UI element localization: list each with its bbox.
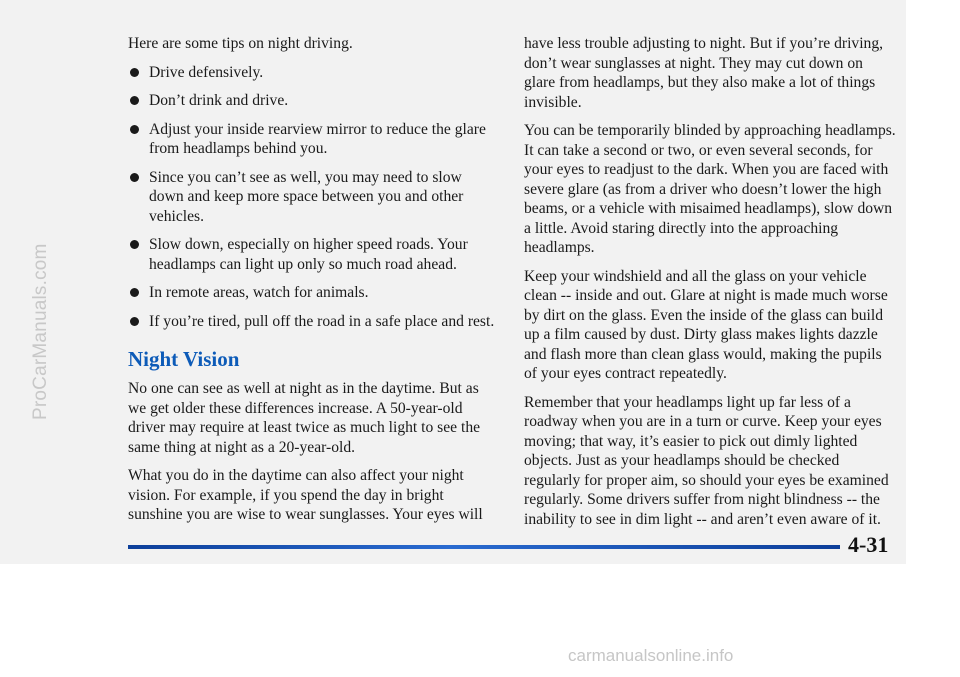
paragraph: Remember that your headlamps light up far less of a roadway when you are in a turn or curve. Keep your eyes moving; that way, it’s easier to pick out dimly lighted objects. Just as your headlamps should be checked regularly for proper aim, so should your eyes be examined regularly. Some drivers suffer from night blindness -- the inability to see in dim light -- and aren’t even aware of it. [524,393,889,528]
bottom-watermark: carmanualsonline.info [568,646,734,665]
footer-rule [128,545,840,549]
side-watermark [0,0,80,564]
tips-list [128,63,498,332]
bullet-icon [130,317,139,326]
page-number: 4-31 [848,532,889,557]
list-item: In remote areas, watch for animals. [128,283,498,303]
side-watermark-text: ProCarManuals.com [30,243,51,420]
bullet-icon [130,173,139,182]
bullet-icon [130,96,139,105]
paragraph: You can be temporarily blinded by approaching headlamps. It can take a second or two, or even several seconds, for your eyes to readjust to the dark. When you are faced with severe glare (as from a driver who doesn’t lower the high beams, or a vehicle with misaimed headlamps), slow down a little. Avoid staring directly into the approaching headlamps. [524,122,896,256]
list-item: If you’re tired, pull off the road in a safe place and rest. [128,312,498,332]
left-column [128,34,498,534]
list-item: Don’t drink and drive. [128,91,498,111]
list-item: Adjust your inside rearview mirror to reduce the glare from headlamps behind you. [128,120,498,159]
bullet-icon [130,68,139,77]
bullet-icon [130,125,139,134]
bullet-icon [130,288,139,297]
paragraph: What you do in the daytime can also affect your night vision. For example, if you spend the day in bright sunshine you are wise to wear sunglasses. Your eyes will [128,467,483,523]
right-column [524,34,896,538]
paragraph: have less trouble adjusting to night. But if you’re driving, don’t wear sunglasses at night. They may cut down on glare from headlamps, but they also make a lot of things invisible. [524,35,884,111]
bullet-icon [130,240,139,249]
intro-text: Here are some tips on night driving. [128,35,353,52]
paragraph: Keep your windshield and all the glass on your vehicle clean -- inside and out. Glare at night is made much worse by dirt on the glass. Even the inside of the glass can build up a film caused by dust. Dirty glass makes lights dazzle and flash more than clean glass would, making the pupils of your eyes contract repeatedly. [524,267,888,382]
list-item: Slow down, especially on higher speed roads. Your headlamps can light up only so much road ahead. [128,235,498,274]
paragraph: No one can see as well at night as in the daytime. But as we get older these differences increase. A 50-year-old driver may require at least twice as much light to see the same thing at night as a 20-year-old. [128,380,481,456]
section-heading: Night Vision [128,347,240,371]
list-item: Since you can’t see as well, you may need to slow down and keep more space between you and other vehicles. [128,168,498,227]
list-item: Drive defensively. [128,63,498,83]
